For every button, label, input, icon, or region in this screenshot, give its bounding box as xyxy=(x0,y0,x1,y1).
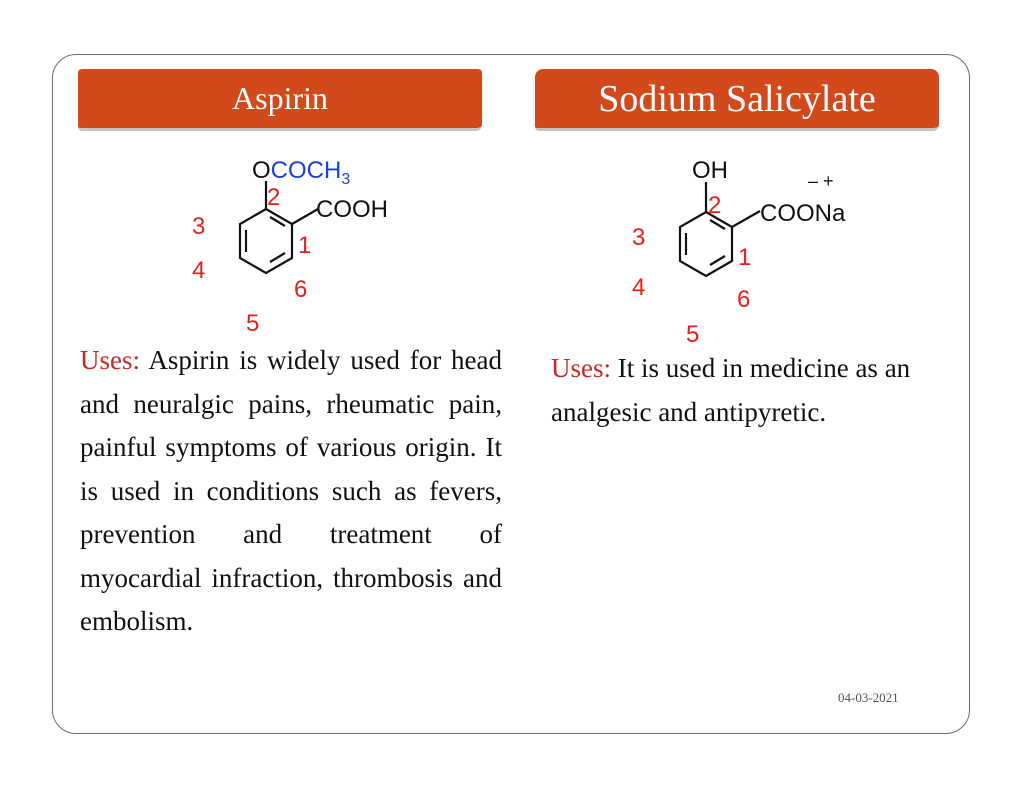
sodium-salicylate-structure xyxy=(620,145,890,350)
aspirin-position-2: 2 xyxy=(267,184,281,211)
aspirin-acetyl-group: COCH xyxy=(270,157,342,184)
aspirin-ester-o: O xyxy=(252,157,271,184)
salicylate-uses-paragraph xyxy=(551,347,931,434)
sodium-salicylate-title: Sodium Salicylate xyxy=(598,77,876,120)
salicylate-coona-bond xyxy=(732,211,760,227)
salicylate-position-6: 6 xyxy=(737,286,751,313)
aspirin-uses-label: Uses: xyxy=(80,345,140,375)
aspirin-position-1: 1 xyxy=(298,232,312,259)
salicylate-oh-label: OH xyxy=(692,157,728,184)
aspirin-cooh-label: COOH xyxy=(316,196,388,223)
aspirin-position-5: 5 xyxy=(246,310,260,337)
aspirin-title-banner xyxy=(78,69,482,131)
salicylate-position-3: 3 xyxy=(632,224,646,251)
aspirin-title: Aspirin xyxy=(232,80,328,116)
salicylate-uses-text: It is used in medicine as an analgesic and antipyretic. xyxy=(551,353,911,427)
aspirin-acetyl-subscript: 3 xyxy=(341,171,351,188)
salicylate-coona-label: COONa xyxy=(760,200,846,227)
salicylate-uses-label: Uses: xyxy=(551,353,611,383)
salicylate-charges: – + xyxy=(808,171,834,191)
slide-date: 04-03-2021 xyxy=(838,690,899,705)
aspirin-cooh-bond xyxy=(292,209,318,224)
salicylate-position-5: 5 xyxy=(686,321,700,348)
sodium-salicylate-title-banner xyxy=(535,69,939,131)
aspirin-uses-paragraph xyxy=(80,339,502,644)
aspirin-position-3: 3 xyxy=(192,213,206,240)
salicylate-position-1: 1 xyxy=(738,244,752,271)
aspirin-structure xyxy=(180,145,440,345)
salicylate-position-2: 2 xyxy=(708,192,722,219)
salicylate-position-4: 4 xyxy=(632,274,646,301)
aspirin-position-6: 6 xyxy=(294,276,308,303)
aspirin-uses-text: Aspirin is widely used for head and neuralgic pains, rheumatic pain, painful symptoms of various origin. It is used in conditions such as fevers, prevention and treatment of myocardial infraction, thrombosis and embolism. xyxy=(80,345,502,636)
aspirin-position-4: 4 xyxy=(192,257,206,284)
